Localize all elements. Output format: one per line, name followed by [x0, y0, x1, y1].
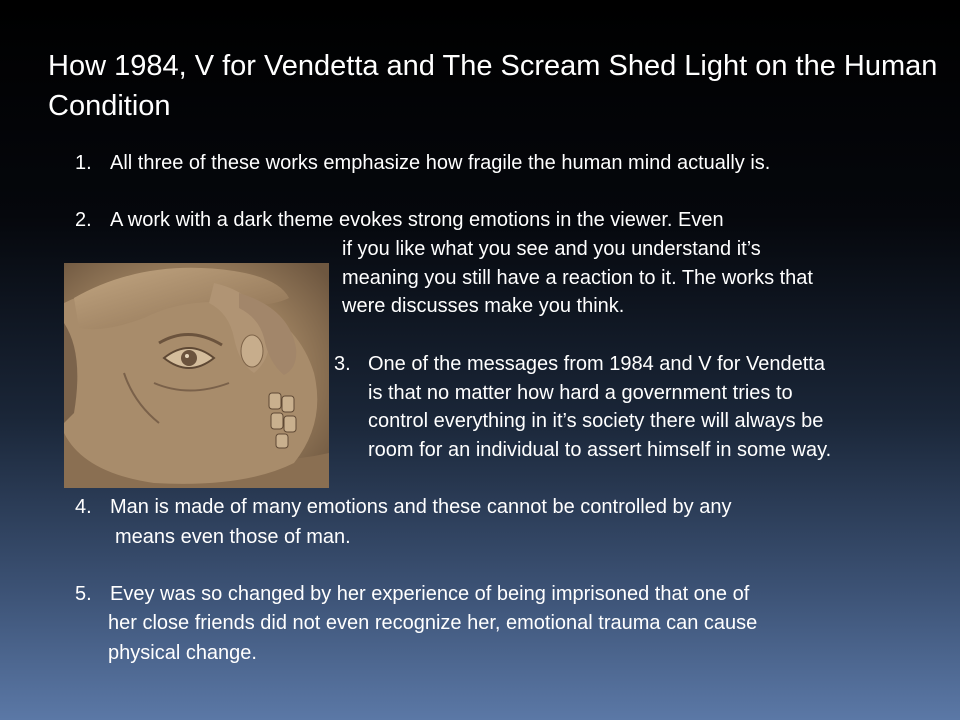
- point-2-line-1: A work with a dark theme evokes strong emotions in the viewer. Even: [110, 209, 724, 231]
- point-4-line-2: means even those of man.: [115, 526, 351, 548]
- point-2-line-2: if you like what you see and you understand it’s: [342, 238, 761, 260]
- point-3-line-3: control everything in it’s society there will always be: [368, 410, 824, 432]
- point-4-line-1: Man is made of many emotions and these cannot be controlled by any: [110, 496, 732, 518]
- point-3-line-4: room for an individual to assert himself in some way.: [368, 439, 832, 461]
- point-4-number: 4.: [75, 496, 92, 518]
- point-2-line-3: meaning you still have a reaction to it. The works that: [342, 267, 813, 289]
- point-2-line-4: were discusses make you think.: [342, 295, 625, 317]
- sand-sculpture-face-photo: [64, 263, 329, 488]
- point-2-number: 2.: [75, 209, 92, 231]
- point-3-line-2: is that no matter how hard a government tries to: [368, 382, 793, 404]
- point-1-line-1: All three of these works emphasize how fragile the human mind actually is.: [110, 152, 771, 174]
- point-5-line-2: her close friends did not even recognize her, emotional trauma can cause: [108, 612, 758, 634]
- point-1-number: 1.: [75, 152, 92, 174]
- point-5-line-3: physical change.: [108, 642, 257, 664]
- point-5-number: 5.: [75, 583, 92, 605]
- point-3-number: 3.: [334, 353, 351, 375]
- point-3-line-1: One of the messages from 1984 and V for Vendetta: [368, 353, 825, 375]
- point-5-line-1: Evey was so changed by her experience of being imprisoned that one of: [110, 583, 750, 605]
- slide-title: How 1984, V for Vendetta and The Scream Shed Light on the Human Condition: [48, 50, 938, 122]
